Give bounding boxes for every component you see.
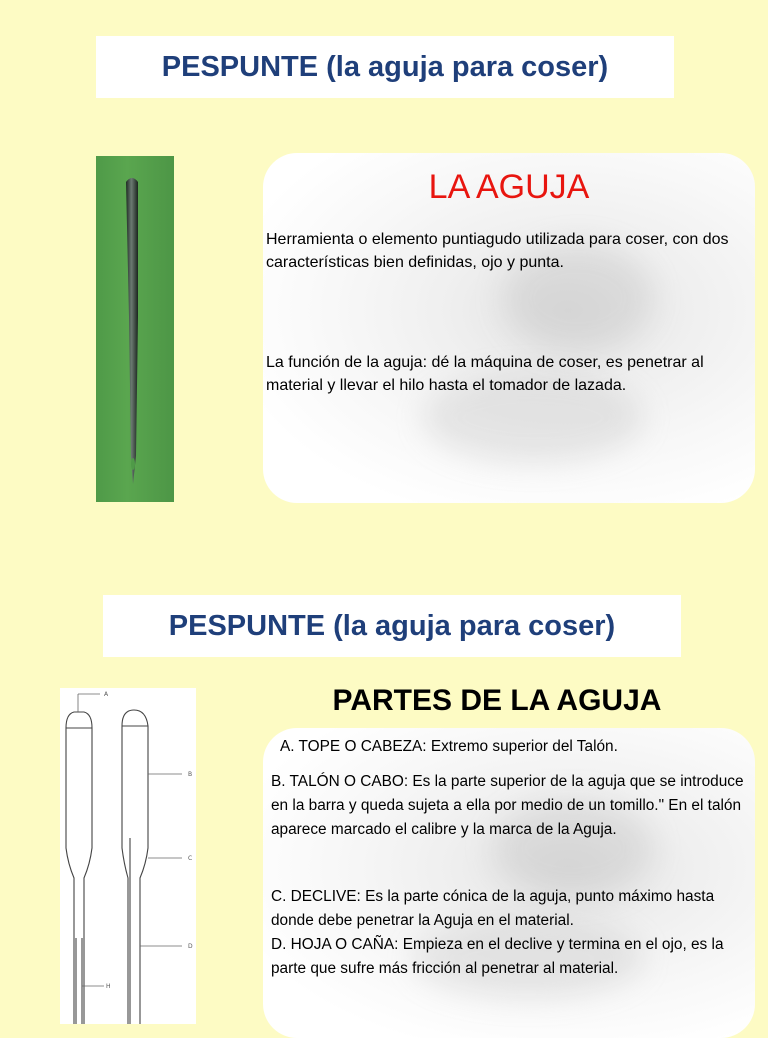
definition-paragraph: Herramienta o elemento puntiagudo utilizada para coser, con dos características bien definidas, ojo y punta.	[266, 231, 729, 271]
needle-parts-diagram	[60, 688, 196, 1024]
needle-diagram-icon	[60, 688, 196, 1024]
diagram-label-d: D	[188, 943, 193, 950]
parts-heading: PARTES DE LA AGUJA	[332, 684, 662, 717]
diagram-label-b: B	[188, 771, 193, 778]
slide2-title: PESPUNTE (la aguja para coser)	[103, 595, 681, 657]
part-b-text: B. TALÓN O CABO: Es la parte superior de la aguja que se introduce en la barra y queda sujeta a ella por medio de un tomillo." En el talón aparece marcado el calibre y la marca de la Aguja.	[271, 773, 744, 838]
function-paragraph: La función de la aguja: dé la máquina de coser, es penetrar al material y llevar el hilo hasta el tomador de lazada.	[266, 354, 704, 394]
part-d-text: D. HOJA O CAÑA: Empieza en el declive y termina en el ojo, es la parte que sufre más fricción al penetrar al material.	[271, 936, 724, 977]
la-aguja-heading: LA AGUJA	[428, 168, 590, 206]
needle-photo	[96, 156, 174, 502]
slide1-title: PESPUNTE (la aguja para coser)	[96, 36, 674, 98]
part-c-text: C. DECLIVE: Es la parte cónica de la aguja, punto máximo hasta donde debe penetrar la Aguja en el material.	[271, 888, 715, 929]
diagram-label-a: A	[104, 691, 109, 698]
sewing-needle-icon	[96, 156, 174, 502]
diagram-label-h: H	[106, 983, 111, 990]
part-a-text: A. TOPE O CABEZA: Extremo superior del Talón.	[280, 738, 618, 755]
diagram-label-c: C	[188, 855, 193, 862]
